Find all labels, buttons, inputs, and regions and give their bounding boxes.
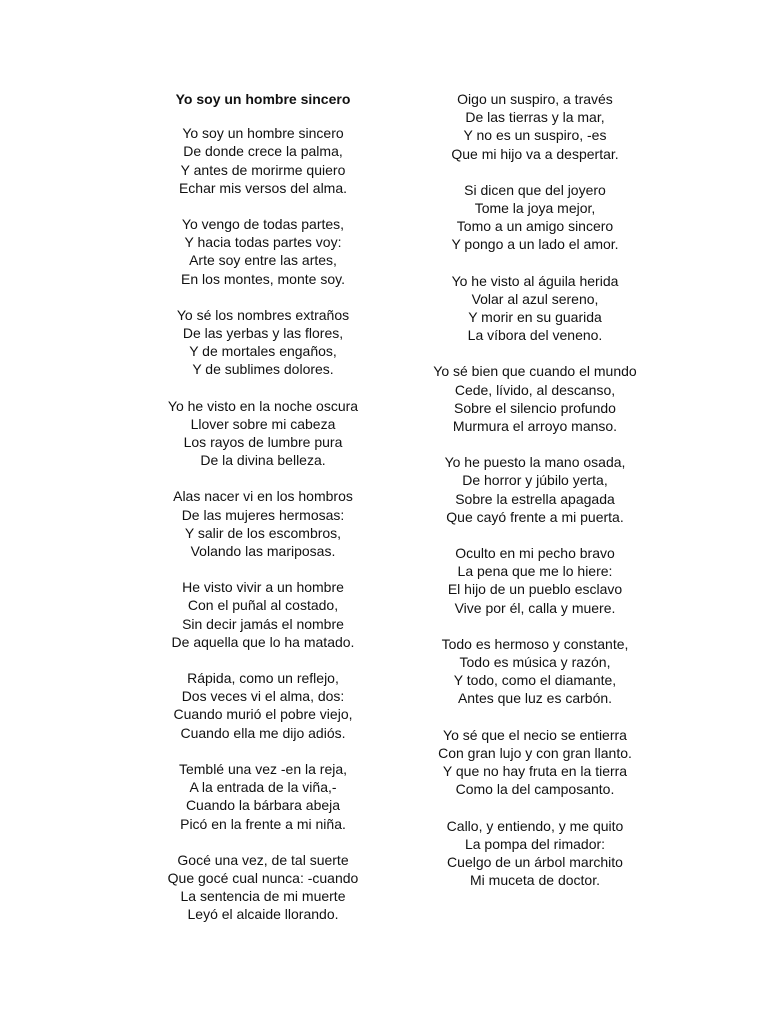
verse-line: La víbora del veneno. bbox=[467, 327, 603, 344]
stanza bbox=[385, 635, 685, 708]
verse-line: Que gocé cual nunca: -cuando bbox=[167, 869, 359, 886]
verse-line: He visto vivir a un hombre bbox=[182, 579, 344, 596]
poem-title: Yo soy un hombre sincero bbox=[175, 91, 351, 107]
verse-line: Yo vengo de todas partes, bbox=[181, 216, 345, 233]
verse-line: Todo es hermoso y constante, bbox=[441, 635, 629, 652]
verse-line: Y no es un suspiro, -es bbox=[463, 127, 607, 144]
stanza bbox=[385, 453, 685, 526]
verse-line: Que mi hijo va a despertar. bbox=[451, 145, 619, 162]
verse-line: La sentencia de mi muerte bbox=[180, 888, 346, 905]
verse-line: Yo sé los nombres extraños bbox=[176, 306, 350, 323]
stanza bbox=[385, 362, 685, 435]
verse-line: Cuelgo de un árbol marchito bbox=[447, 853, 623, 870]
verse-line: Si dicen que del joyero bbox=[464, 181, 606, 198]
verse-line: A la entrada de la viña,- bbox=[189, 779, 337, 796]
right-stanzas bbox=[385, 90, 685, 889]
verse-line: Vive por él, calla y muere. bbox=[454, 599, 616, 616]
verse-line: Con el puñal al costado, bbox=[187, 597, 339, 614]
verse-line: Y todo, como el diamante, bbox=[453, 672, 617, 689]
stanza bbox=[113, 306, 413, 379]
verse-line: Yo sé bien que cuando el mundo bbox=[433, 363, 637, 380]
verse-line: Echar mis versos del alma. bbox=[178, 179, 348, 196]
stanza bbox=[385, 817, 685, 890]
verse-line: Mi muceta de doctor. bbox=[470, 872, 600, 889]
verse-line: Oigo un suspiro, a través bbox=[457, 91, 613, 107]
stanza bbox=[385, 181, 685, 254]
stanza bbox=[113, 760, 413, 833]
verse-line: Yo he puesto la mano osada, bbox=[444, 454, 626, 471]
verse-line: Alas nacer vi en los hombros bbox=[173, 488, 353, 505]
verse-line: Sobre la estrella apagada bbox=[455, 490, 615, 507]
verse-line: Leyó el alcaide llorando. bbox=[187, 906, 339, 923]
stanza bbox=[113, 578, 413, 651]
verse-line: De las tierras y la mar, bbox=[465, 109, 605, 126]
verse-line: Como la del camposanto. bbox=[455, 781, 615, 798]
verse-line: Cuando murió el pobre viejo, bbox=[173, 706, 353, 723]
verse-line: De aquella que lo ha matado. bbox=[171, 633, 355, 650]
verse-line: Murmura el arroyo manso. bbox=[452, 418, 618, 435]
verse-line: Y de mortales engaños, bbox=[189, 343, 337, 360]
stanza bbox=[113, 851, 413, 924]
verse-line: Volando las mariposas. bbox=[190, 543, 336, 560]
stanza bbox=[385, 544, 685, 617]
verse-line: La pena que me lo hiere: bbox=[457, 563, 613, 580]
verse-line: De horror y júbilo yerta, bbox=[462, 472, 608, 489]
stanza bbox=[113, 397, 413, 470]
verse-line: Y salir de los escombros, bbox=[184, 524, 342, 541]
right-column bbox=[385, 90, 685, 907]
verse-line: Y pongo a un lado el amor. bbox=[451, 236, 619, 253]
stanza bbox=[385, 90, 685, 163]
verse-line: Los rayos de lumbre pura bbox=[183, 434, 343, 451]
stanza bbox=[113, 124, 413, 197]
verse-line: La pompa del rimador: bbox=[464, 835, 606, 852]
stanza bbox=[385, 726, 685, 799]
verse-line: Y antes de morirme quiero bbox=[180, 161, 346, 178]
verse-line: El hijo de un pueblo esclavo bbox=[447, 581, 623, 598]
verse-line: Y morir en su guarida bbox=[468, 309, 602, 326]
verse-line: Picó en la frente a mi niña. bbox=[180, 815, 346, 832]
verse-line: De las mujeres hermosas: bbox=[181, 506, 345, 523]
verse-line: Yo sé que el necio se entierra bbox=[443, 726, 627, 743]
verse-line: Todo es música y razón, bbox=[459, 654, 611, 671]
verse-line: Y que no hay fruta en la tierra bbox=[442, 763, 628, 780]
verse-line: En los montes, monte soy. bbox=[181, 270, 345, 287]
stanza bbox=[113, 215, 413, 288]
verse-line: Antes que luz es carbón. bbox=[457, 690, 613, 707]
verse-line: De las yerbas y las flores, bbox=[182, 325, 344, 342]
stanza bbox=[113, 669, 413, 742]
verse-line: Que cayó frente a mi puerta. bbox=[446, 508, 624, 525]
verse-line: Arte soy entre las artes, bbox=[189, 252, 337, 269]
verse-line: De donde crece la palma, bbox=[183, 143, 343, 160]
verse-line: Con gran lujo y con gran llanto. bbox=[438, 744, 632, 761]
left-column bbox=[113, 90, 413, 942]
verse-line: Oculto en mi pecho bravo bbox=[455, 545, 615, 562]
verse-line: Volar al azul sereno, bbox=[471, 290, 599, 307]
verse-line: Temblé una vez -en la reja, bbox=[178, 760, 348, 777]
verse-line: Yo he visto al águila herida bbox=[451, 272, 619, 289]
verse-line: De la divina belleza. bbox=[200, 452, 326, 469]
verse-line: Cuando la bárbara abeja bbox=[185, 797, 341, 814]
verse-line: Sin decir jamás el nombre bbox=[182, 615, 344, 632]
verse-line: Sobre el silencio profundo bbox=[454, 399, 616, 416]
verse-line: Tome la joya mejor, bbox=[474, 200, 596, 217]
verse-line: Cede, lívido, al descanso, bbox=[454, 381, 616, 398]
verse-line: Dos veces vi el alma, dos: bbox=[181, 688, 345, 705]
verse-line: Y de sublimes dolores. bbox=[192, 361, 334, 378]
verse-line: Cuando ella me dijo adiós. bbox=[180, 724, 346, 741]
verse-line: Callo, y entiendo, y me quito bbox=[446, 817, 624, 834]
left-stanzas bbox=[113, 124, 413, 923]
stanza bbox=[385, 272, 685, 345]
verse-line: Yo he visto en la noche oscura bbox=[167, 397, 359, 414]
verse-line: Yo soy un hombre sincero bbox=[182, 125, 344, 142]
verse-line: Y hacia todas partes voy: bbox=[184, 234, 342, 251]
verse-line: Rápida, como un reflejo, bbox=[187, 670, 339, 687]
verse-line: Gocé una vez, de tal suerte bbox=[177, 851, 349, 868]
verse-line: Tomo a un amigo sincero bbox=[456, 218, 614, 235]
verse-line: Llover sobre mi cabeza bbox=[190, 415, 336, 432]
stanza bbox=[113, 487, 413, 560]
